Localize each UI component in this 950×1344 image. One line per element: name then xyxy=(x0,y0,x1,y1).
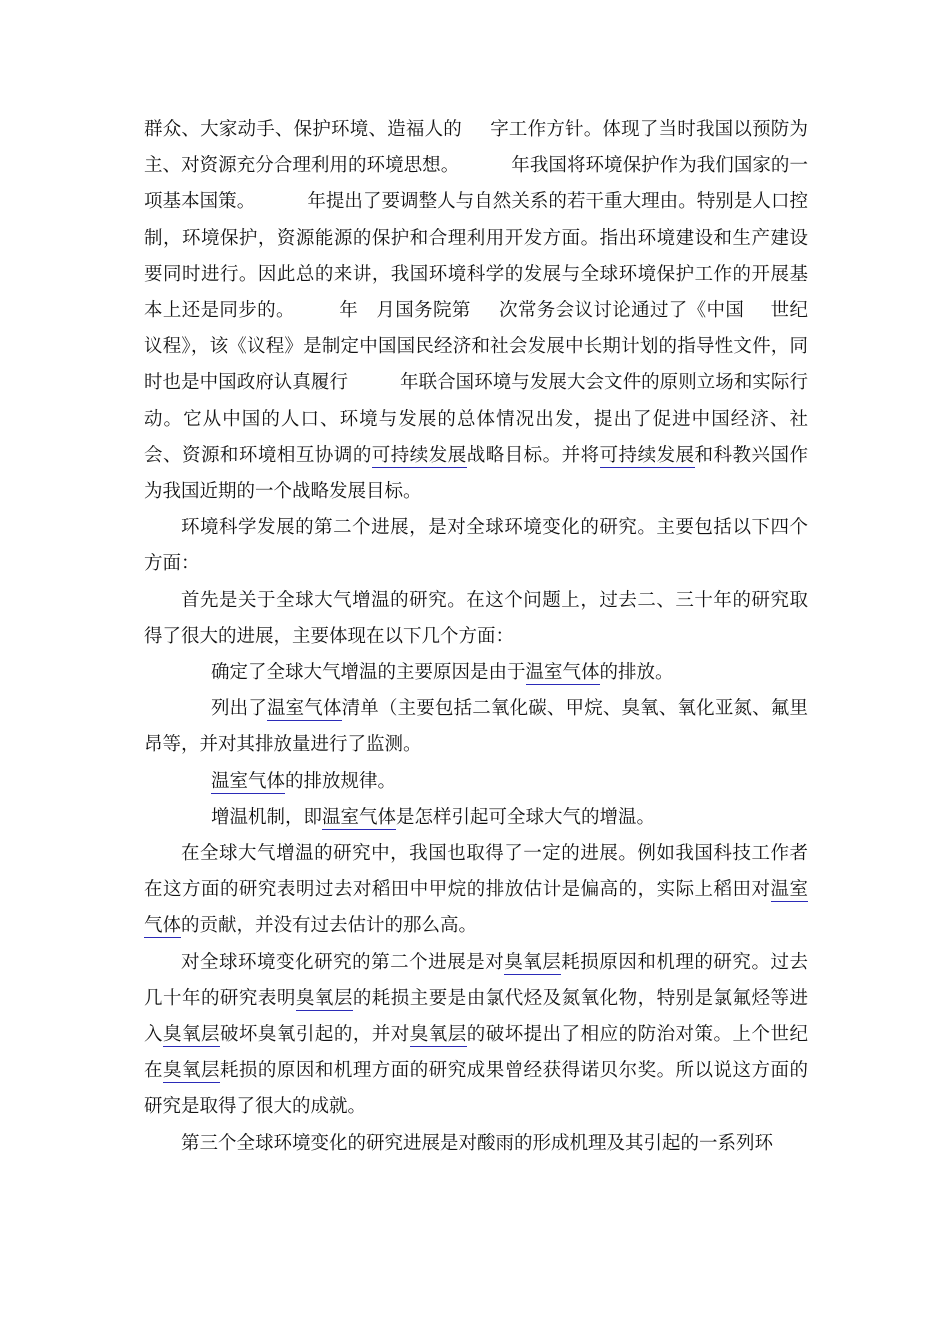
list-item-warming-cause xyxy=(144,655,808,691)
text-segment: 破坏臭氧引起的，并对 xyxy=(219,1024,410,1046)
text-segment: 是怎样引起可全球大气的增温。 xyxy=(396,806,656,828)
text-segment: 年 xyxy=(338,300,359,322)
list-item-emission-pattern xyxy=(144,764,808,800)
text-segment: 在全球大气增温的研究中，我国也取得了一定的进展。例如我国科技工作者在这方面的研究表明过去对稻田中甲烷的排放估计是偏高的，实际上稻田对 xyxy=(144,843,808,901)
text-segment: 的排放规律。 xyxy=(285,770,397,792)
text-segment: 的贡献，并没有过去估计的那么高。 xyxy=(181,915,478,937)
link-ozone-layer[interactable]: 臭氧层 xyxy=(504,951,562,973)
text-segment: 战略目标。并将 xyxy=(466,444,600,466)
text-segment: 次常务会议讨论通过了《中国 xyxy=(498,300,745,322)
text-segment: 群众、大家动手、保护环境、造福人的 xyxy=(144,119,462,140)
text-segment: 字工作方针。体现了当时我国以预防为主、对资源充分合理利用的环境思想。 xyxy=(144,119,808,177)
link-sustainable-development[interactable]: 可持续发展 xyxy=(371,444,467,466)
text-segment: 清单（主要包括二氧化碳、甲烷、臭氧、氧化亚氮、氟里昂等，并对其排放量进行了监测。 xyxy=(144,698,808,756)
text-segment: 的破坏提出了相应的防治对策。上个世纪在 xyxy=(144,1024,808,1082)
paragraph-acid-rain: 第三个全球环境变化的研究进展是对酸雨的形成机理及其引起的一系列环 xyxy=(181,1132,774,1154)
link-sustainable-development[interactable]: 可持续发展 xyxy=(599,444,695,466)
text-segment: 和科教兴国作为我国近期的一个战略发展目标。 xyxy=(144,444,808,503)
paragraph-global-change-intro: 环境科学发展的第二个进展，是对全球环境变化的研究。主要包括以下四个方面： xyxy=(144,517,808,575)
text-segment: 耗损的原因和机理方面的研究成果曾经获得诺贝尔奖。所以说这方面的研究是取得了很大的成就。 xyxy=(144,1060,808,1118)
text-segment: 世纪议程》，该《议程》是制定中国国民经济和社会发展中长期计划的指导性文件，同时也是中国政府认真履行 xyxy=(144,300,808,394)
document-body xyxy=(144,112,808,1162)
text-segment: 的耗损主要是由氯代烃及氮氧化物，特别是氯氟烃等进入 xyxy=(144,987,808,1046)
link-greenhouse-gas[interactable]: 温室气体 xyxy=(525,662,600,684)
link-greenhouse-gas[interactable]: 温室气体 xyxy=(211,770,286,792)
text-segment: 对全球环境变化研究的第二个进展是对 xyxy=(181,951,505,973)
link-ozone-layer[interactable]: 臭氧层 xyxy=(162,1060,220,1082)
text-segment: 耗损原因和机理的研究。过去几十年的研究表明 xyxy=(144,951,808,1009)
link-greenhouse-gas[interactable]: 温室气体 xyxy=(144,879,808,937)
link-ozone-layer[interactable]: 臭氧层 xyxy=(162,1024,220,1046)
paragraph-environmental-policy-history xyxy=(144,112,808,510)
list-item-greenhouse-gas-inventory xyxy=(144,691,808,763)
text-segment: 年我国将环境保护作为我们国家的一项基本国策。 xyxy=(144,155,808,213)
text-segment: 年提出了要调整人与自然关系的若干重大理由。特别是人口控制，环境保护，资源能源的保护和合理利用开发方面。指出环境建设和生产建设要同时进行。因此总的来讲，我国环境科学的发展与全球环境保护工作的开展基本上还是同步的。 xyxy=(144,191,808,322)
link-ozone-layer[interactable]: 臭氧层 xyxy=(409,1024,467,1046)
text-segment: 确定了全球大气增温的主要原因是由于 xyxy=(211,662,526,684)
text-segment: 的排放。 xyxy=(599,662,674,684)
link-greenhouse-gas[interactable]: 温室气体 xyxy=(322,806,397,828)
text-segment: 列出了 xyxy=(211,698,267,720)
paragraph-china-warming-research xyxy=(144,836,808,945)
paragraph-global-warming: 首先是关于全球大气增温的研究。在这个问题上，过去二、三十年的研究取得了很大的进展，主要体现在以下几个方面： xyxy=(144,589,808,647)
text-segment: 年联合国环境与发展大会文件的原则立场和实际行动。它从中国的人口、环境与发展的总体情况出发，提出了促进中国经济、社会、资源和环境相互协调的 xyxy=(144,372,808,466)
link-ozone-layer[interactable]: 臭氧层 xyxy=(295,987,353,1009)
list-item-warming-mechanism xyxy=(144,800,808,836)
link-greenhouse-gas[interactable]: 温室气体 xyxy=(266,698,342,720)
paragraph-ozone-layer xyxy=(144,945,808,1126)
text-segment: 增温机制，即 xyxy=(211,806,323,828)
text-segment: 月国务院第 xyxy=(376,300,471,322)
